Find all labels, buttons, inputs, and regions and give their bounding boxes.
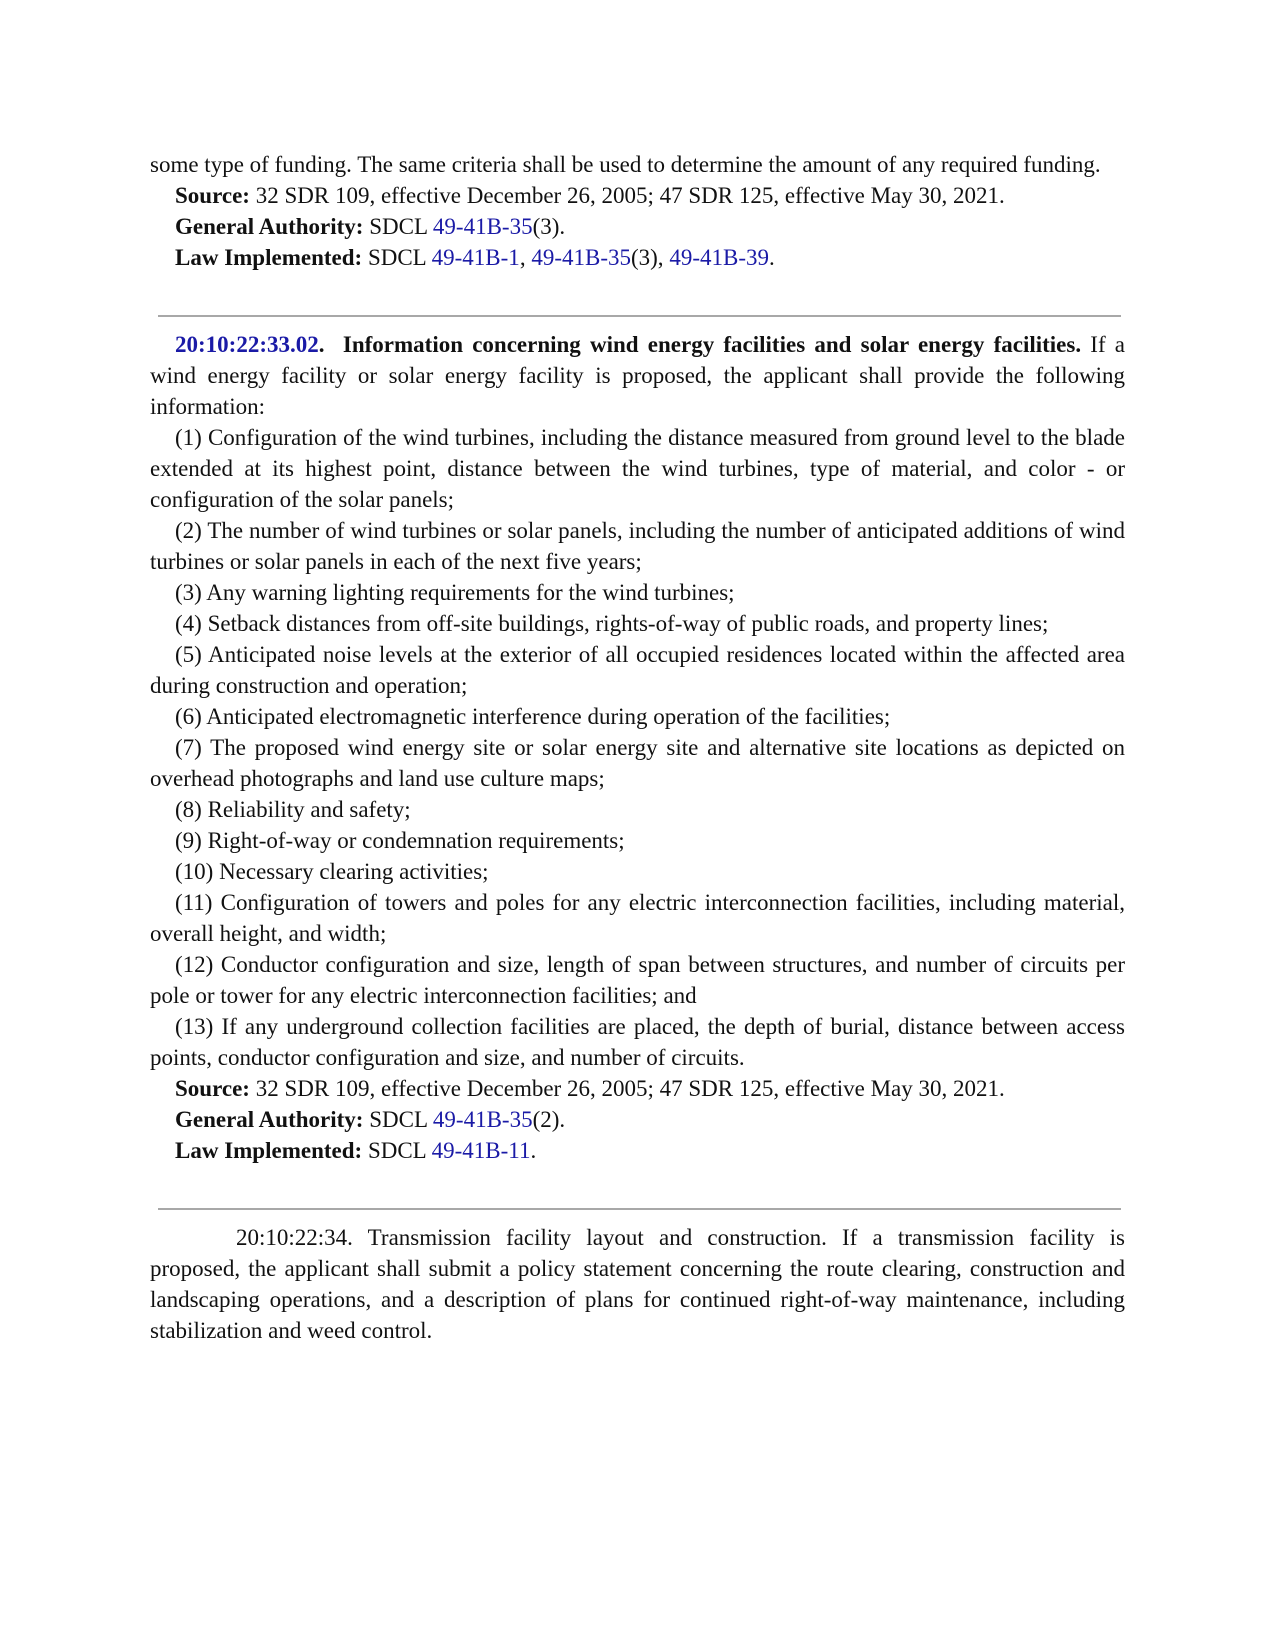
list-item: (13) If any underground collection facilities are placed, the depth of burial, distance between access points, conductor configuration and size, and number of circuits. — [150, 1014, 1125, 1070]
prev-authority-line — [150, 211, 1125, 242]
law-link-3[interactable]: 49-41B-39 — [669, 245, 769, 270]
source-line — [150, 1073, 1125, 1104]
authority-suffix: (3). — [532, 214, 566, 239]
list-item: (6) Anticipated electromagnetic interference during operation of the facilities; — [175, 704, 891, 729]
law-prefix: SDCL — [362, 245, 432, 270]
authority-line — [150, 1104, 1125, 1135]
authority-link[interactable]: 49-41B-35 — [432, 1107, 533, 1132]
document-page — [150, 149, 1125, 1346]
prev-law-line — [150, 242, 1125, 273]
section-intro — [1081, 332, 1090, 357]
source-label: Source: — [175, 1076, 250, 1101]
list-item: (4) Setback distances from off-site buildings, rights-of-way of public roads, and property lines; — [175, 611, 1049, 636]
law-label: Law Implemented: — [175, 245, 363, 270]
list-item: (7) The proposed wind energy site or solar energy site and alternative site locations as depicted on overhead photographs and land use culture maps; — [150, 735, 1125, 791]
law-link-1[interactable]: 49-41B-1 — [431, 245, 520, 270]
source-text: 32 SDR 109, effective December 26, 2005; 47 SDR 125, effective May 30, 2021. — [249, 1076, 1005, 1101]
section-number-suffix: . — [318, 332, 325, 357]
source-text: 32 SDR 109, effective December 26, 2005; 47 SDR 125, effective May 30, 2021. — [249, 183, 1005, 208]
spacer — [150, 1210, 1125, 1222]
list-item: (11) Configuration of towers and poles for any electric interconnection facilities, including material, overall height, and width; — [150, 890, 1125, 946]
source-label: Source: — [175, 183, 250, 208]
list-item: (3) Any warning lighting requirements for the wind turbines; — [175, 580, 735, 605]
law-prefix: SDCL — [362, 1138, 432, 1163]
authority-link[interactable]: 49-41B-35 — [432, 214, 533, 239]
list-item: (5) Anticipated noise levels at the exterior of all occupied residences located within the affected area during construction and operation; — [150, 642, 1125, 698]
authority-prefix: SDCL — [363, 214, 433, 239]
requirements-list — [150, 422, 1125, 1073]
list-item: (9) Right-of-way or condemnation requirements; — [175, 828, 625, 853]
law-sep: , — [519, 245, 532, 270]
list-item: (8) Reliability and safety; — [175, 797, 411, 822]
section-heading: Information concerning wind energy facilities and solar energy facilities. — [342, 332, 1082, 357]
authority-label: General Authority: — [175, 214, 364, 239]
spacer — [150, 273, 1125, 315]
law-link[interactable]: 49-41B-11 — [431, 1138, 531, 1163]
authority-prefix: SDCL — [363, 1107, 433, 1132]
spacer — [150, 1166, 1125, 1208]
prev-source-line — [150, 180, 1125, 211]
authority-label: General Authority: — [175, 1107, 364, 1132]
section-3302-heading-line — [150, 329, 1125, 422]
section-34-paragraph: 20:10:22:34. Transmission facility layout and construction. If a transmission facility is proposed, the applicant shall submit a policy statement concerning the route clearing, construction and landscaping operations, and a description of plans for continued right-of-way maintenance, including stabilization and weed control. — [150, 1225, 1125, 1343]
list-item: (12) Conductor configuration and size, length of span between structures, and number of circuits per pole or tower for any electric interconnection facilities; and — [150, 952, 1125, 1008]
law-suffix: . — [530, 1138, 537, 1163]
section-number-link[interactable]: 20:10:22:33.02 — [175, 332, 319, 357]
list-item: (1) Configuration of the wind turbines, including the distance measured from ground level to the blade extended at its highest point, distance between the wind turbines, type of material, and color - or configuration of the solar panels; — [150, 425, 1125, 512]
law-suffix: . — [768, 245, 775, 270]
list-item: (2) The number of wind turbines or solar panels, including the number of anticipated additions of wind turbines or solar panels in each of the next five years; — [150, 518, 1125, 574]
spacer — [150, 317, 1125, 329]
prev-section-tail: some type of funding. The same criteria shall be used to determine the amount of any required funding. — [150, 152, 1101, 177]
authority-suffix: (2). — [532, 1107, 566, 1132]
list-item: (10) Necessary clearing activities; — [175, 859, 489, 884]
law-line — [150, 1135, 1125, 1166]
section-intro-text: If a wind energy facility or solar energy facility is proposed, the applicant shall provide the following information: — [150, 332, 1126, 419]
law-sep: (3), — [630, 245, 670, 270]
law-label: Law Implemented: — [175, 1138, 363, 1163]
law-link-2[interactable]: 49-41B-35 — [531, 245, 631, 270]
